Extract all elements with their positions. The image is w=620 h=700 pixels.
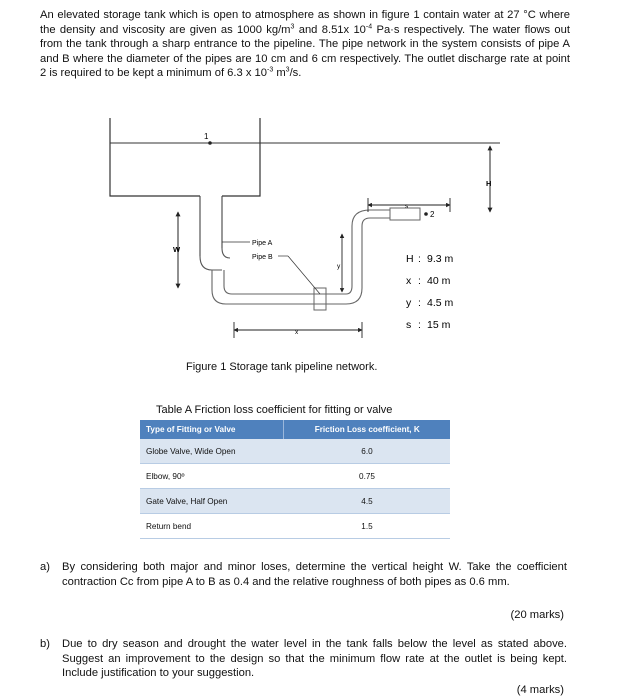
problem-statement [40, 8, 570, 81]
question-b-text: Due to dry season and drought the water level in the tank falls below the level as stated above. Suggest an improvement to the design so that the minimum flow rate at the outlet is being kept. Include justification to your suggestion. [62, 638, 567, 680]
k-value-cell: 6.0 [284, 439, 450, 464]
friction-loss-table [140, 420, 450, 539]
question-a-label: a) [40, 561, 50, 573]
question-b-label: b) [40, 638, 50, 650]
value-key-s: s [406, 319, 412, 331]
intro-sup-4: 3 [285, 66, 290, 74]
point-2-marker [424, 212, 428, 216]
fitting-type-cell: Return bend [140, 514, 284, 539]
point-1-label: 1 [204, 132, 209, 141]
question-b [40, 637, 570, 687]
intro-text-2: and 8.51x 10 [294, 23, 366, 36]
figure-caption: Figure 1 Storage tank pipeline network. [186, 361, 378, 373]
question-a [40, 560, 570, 610]
pipe-b-riser [346, 236, 362, 304]
pipeline-diagram [100, 108, 520, 358]
value-colon-h: : [418, 253, 421, 265]
table-title: Table A Friction loss coefficient for fitting or valve [156, 404, 393, 416]
pipe-elbow-left [200, 248, 230, 270]
intro-sup-1: 3 [290, 22, 295, 30]
value-s: 15 m [427, 319, 451, 331]
table-row [140, 464, 450, 489]
k-value-cell: 0.75 [284, 464, 450, 489]
table-row [140, 514, 450, 539]
gate-valve [314, 288, 326, 310]
intro-sup-2: -4 [365, 22, 373, 30]
pipe-b-drop [212, 270, 232, 304]
pipe-b-label: Pipe B [252, 254, 273, 261]
pipe-a [200, 196, 222, 256]
value-h: 9.3 m [427, 253, 454, 265]
value-y: 4.5 m [427, 297, 454, 309]
pipe-b-pointer [288, 256, 320, 294]
header-fitting-type: Type of Fitting or Valve [140, 420, 284, 439]
value-x: 40 m [427, 275, 451, 287]
question-a-text: By considering both major and minor loses, determine the vertical height W. Take the coefficient contraction Cc from pipe A to B as 0.4 and the relative roughness of both pipes as 0.6 mm. [62, 561, 567, 588]
table-row [140, 489, 450, 514]
question-a-marks: (20 marks) [510, 609, 564, 621]
k-value-cell: 1.5 [284, 514, 450, 539]
point-1-marker [208, 141, 212, 145]
intro-sup-3: -3 [266, 66, 274, 74]
question-b-marks: (4 marks) [516, 684, 564, 696]
k-value-cell: 4.5 [284, 489, 450, 514]
dimension-values [406, 253, 454, 331]
fitting-type-cell: Elbow, 90º [140, 464, 284, 489]
intro-text-3: Pa·s respectively. The water flows out from the tank through a sharp entrance to the pipeline. The pipe network in the system consists of pipe A and B where the diameter of the pipes are 10 cm and 6 cm respectively. The outlet discharge rate at point 2 is required to be kept a minimum of 6.3 x 10 [40, 23, 570, 80]
intro-text-5: /s. [289, 67, 302, 80]
x-label: x [295, 329, 299, 336]
fitting-type-cell: Gate Valve, Half Open [140, 489, 284, 514]
pipe-b-horizontal [226, 294, 346, 304]
value-colon-s: : [418, 319, 421, 331]
value-key-y: y [406, 297, 412, 309]
s-label: s [405, 203, 409, 210]
fitting-type-cell: Globe Valve, Wide Open [140, 439, 284, 464]
table-header-row [140, 420, 450, 439]
value-colon-x: : [418, 275, 421, 287]
header-friction-k: Friction Loss coefficient, K [284, 420, 450, 439]
intro-text-1: An elevated storage tank which is open to atmosphere as shown in figure 1 contain water at 27 °C where the density and viscosity are given as 1000 kg/m [40, 9, 570, 36]
pipe-return-bend [352, 210, 390, 238]
table-row [140, 439, 450, 464]
intro-text-4: m [273, 67, 286, 80]
value-key-h: H [406, 253, 414, 265]
value-key-x: x [406, 275, 412, 287]
w-label: W [173, 245, 181, 254]
tank-outline [110, 118, 260, 196]
point-2-label: 2 [430, 210, 435, 219]
pipe-a-label: Pipe A [252, 240, 273, 247]
h-label: H [486, 179, 492, 188]
y-label: y [337, 263, 341, 270]
value-colon-y: : [418, 297, 421, 309]
